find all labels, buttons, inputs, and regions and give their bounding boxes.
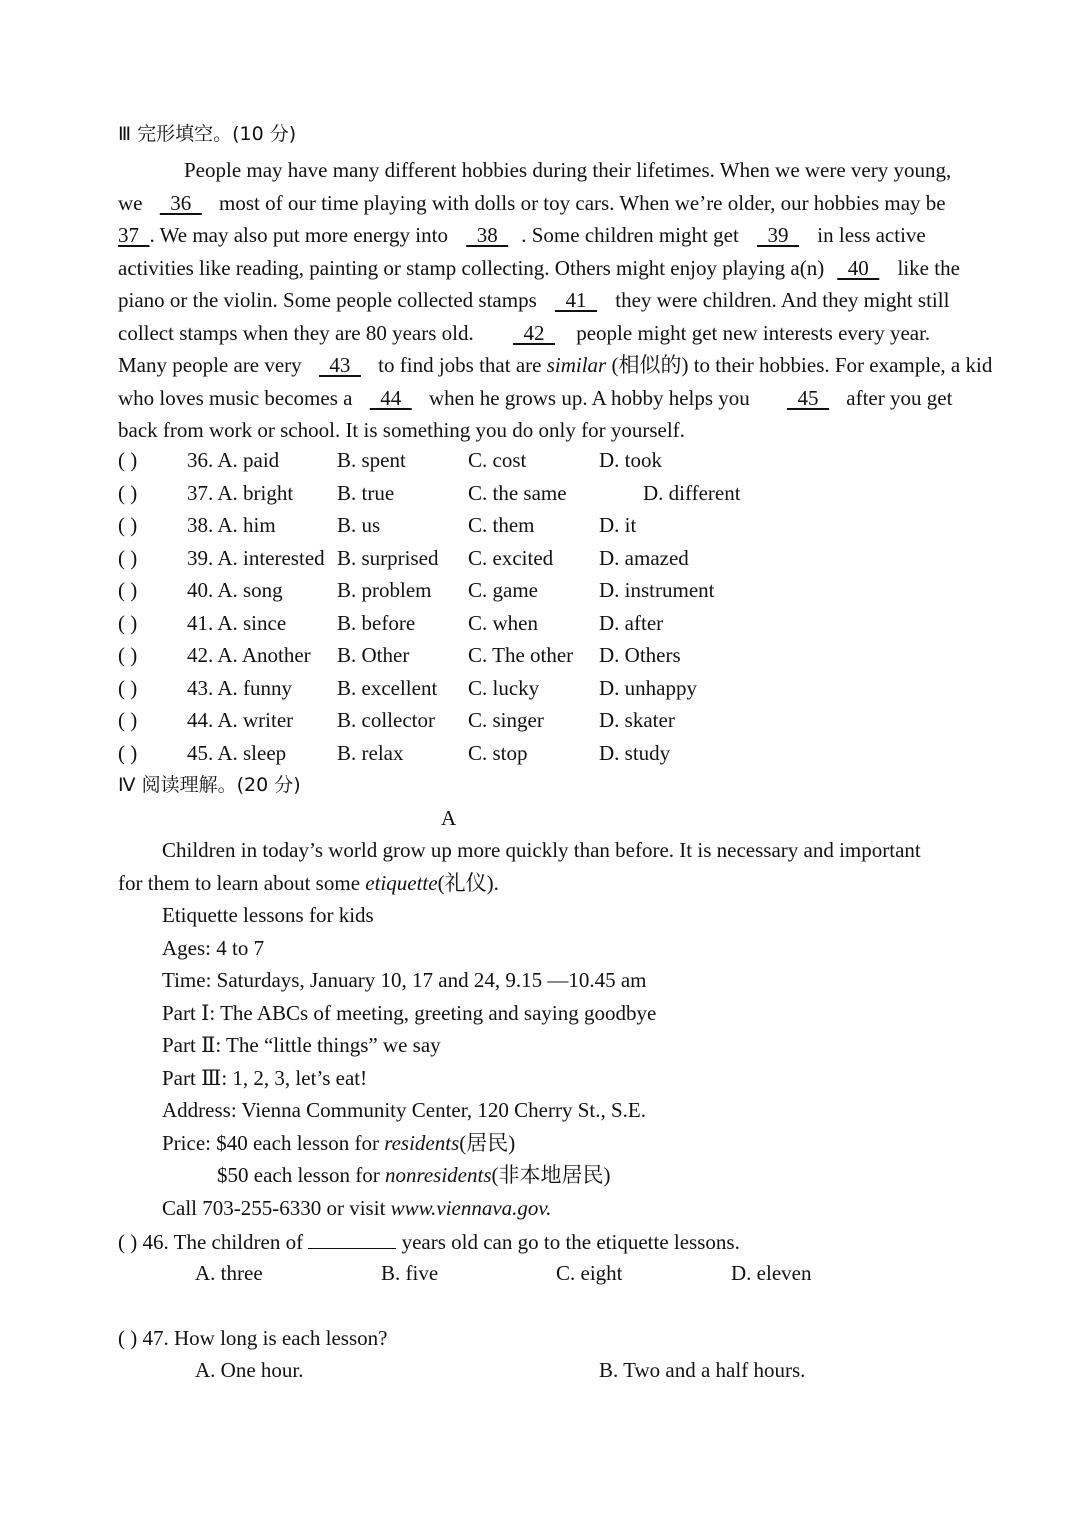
passage-text: for them to learn about some: [118, 871, 366, 895]
passage-text: piano or the violin. Some people collected stamps: [118, 288, 542, 312]
ad-price-residents: [162, 1131, 515, 1155]
italic-word: nonresidents: [384, 1163, 492, 1187]
option-a: 41. A. since: [187, 610, 287, 635]
answer-paren: ( ): [118, 643, 138, 667]
passage-text: . We may also put more energy into: [149, 223, 454, 247]
ad-contact: [162, 1196, 551, 1220]
option-d: D. study: [599, 740, 671, 765]
passage-text: we: [118, 190, 148, 215]
passage-text: (相似的) to their hobbies. For example, a kid: [606, 353, 993, 377]
ad-part-3: Part Ⅲ: 1, 2, 3, let’s eat!: [162, 1066, 368, 1090]
option-a: 43. A. funny: [187, 675, 292, 700]
option-b: B. collector: [337, 708, 435, 732]
reading-intro-line-2: [118, 871, 499, 895]
passage-line-7: [118, 349, 993, 382]
passage-line-9: [118, 414, 969, 447]
section-3-title: Ⅲ 完形填空。(10 分): [118, 123, 297, 145]
option-b: B. before: [337, 610, 416, 635]
option-a: 36. A. paid: [187, 448, 280, 472]
blank-45: 45: [787, 385, 830, 410]
option-a: 39. A. interested: [187, 545, 325, 570]
answer-paren: ( ): [118, 545, 138, 570]
italic-word: residents: [384, 1131, 460, 1155]
blank-41: 41: [555, 288, 597, 312]
option-a: 45. A. sleep: [187, 740, 287, 765]
passage-text: to find jobs that are: [372, 353, 547, 377]
cloze-passage: [118, 154, 993, 447]
question-46-stem: [118, 1228, 740, 1254]
option-d: D. Others: [599, 643, 681, 667]
answer-paren: ( ): [118, 1326, 138, 1350]
option-b: B. true: [337, 480, 395, 505]
blank-42: 42: [512, 320, 555, 345]
passage-text: . Some children might get: [521, 223, 745, 247]
passage-text: collect stamps when they are 80 years old.: [118, 320, 479, 345]
ad-title: Etiquette lessons for kids: [162, 903, 374, 927]
option-a: 42. A. Another: [187, 643, 311, 667]
passage-line-2: [118, 187, 969, 220]
blank-43: 43: [318, 353, 361, 377]
passage-text: in less active: [812, 223, 926, 247]
answer-paren: ( ): [118, 675, 138, 700]
ad-time: Time: Saturdays, January 10, 17 and 24, 9.15 —10.45 am: [162, 968, 647, 992]
option-d: D. unhappy: [599, 675, 697, 700]
answer-paren: ( ): [118, 578, 138, 602]
option-d: D. amazed: [599, 545, 689, 570]
blank-38: 38: [466, 223, 509, 247]
ad-address: Address: Vienna Community Center, 120 Cherry St., S.E.: [162, 1098, 646, 1122]
passage-text: after you get: [841, 385, 953, 410]
answer-paren: ( ): [118, 448, 138, 472]
blank-36: 36: [159, 190, 202, 215]
ad-part-1: Part Ⅰ: The ABCs of meeting, greeting and saying goodbye: [162, 1001, 657, 1025]
q46-option-c: C. eight: [556, 1261, 623, 1285]
question-text: 47. How long is each lesson?: [142, 1326, 388, 1350]
option-b: B. spent: [337, 448, 406, 472]
option-c: C. when: [468, 610, 538, 635]
passage-text: back from work or school. It is something you do only for yourself.: [118, 418, 685, 442]
option-c: C. lucky: [468, 675, 540, 700]
reading-intro-line-1: Children in today’s world grow up more quickly than before. It is necessary and important: [162, 838, 921, 862]
q46-option-b: B. five: [381, 1261, 439, 1285]
q46-option-a: A. three: [195, 1261, 263, 1285]
answer-paren: ( ): [118, 480, 138, 505]
passage-text: activities like reading, painting or stamp collecting. Others might enjoy playing a(n): [118, 255, 825, 280]
option-c: C. stop: [468, 740, 528, 765]
option-c: C. The other: [468, 643, 574, 667]
option-c: C. singer: [468, 708, 544, 732]
option-b: B. us: [337, 513, 381, 537]
option-a: 40. A. song: [187, 578, 283, 602]
ad-price-nonresidents: [217, 1163, 611, 1187]
answer-paren: ( ): [118, 610, 138, 635]
section-4-title: Ⅳ 阅读理解。(20 分): [118, 774, 301, 796]
option-c: C. them: [468, 513, 535, 537]
blank-40: 40: [837, 255, 880, 280]
option-b: B. problem: [337, 578, 432, 602]
question-text: 46. The children of: [142, 1230, 309, 1254]
option-b: B. relax: [337, 740, 404, 765]
q46-option-d: D. eleven: [731, 1261, 812, 1285]
blank-39: 39: [757, 223, 800, 247]
option-a: 37. A. bright: [187, 480, 294, 505]
passage-text: when he grows up. A hobby helps you: [423, 385, 756, 410]
ad-part-2: Part Ⅱ: The “little things” we say: [162, 1033, 441, 1057]
q47-option-b: B. Two and a half hours.: [599, 1358, 806, 1382]
question-text: years old can go to the etiquette lessons.: [396, 1230, 740, 1254]
price-text: $50 each lesson for: [217, 1163, 385, 1187]
passage-label: A: [441, 806, 457, 830]
passage-text: who loves music becomes a: [118, 385, 358, 410]
option-a: 44. A. writer: [187, 708, 294, 732]
passage-text: people might get new interests every year.: [570, 320, 931, 345]
option-d: D. instrument: [599, 578, 715, 602]
ad-ages: Ages: 4 to 7: [162, 936, 265, 960]
website-link: www.viennava.gov.: [390, 1196, 552, 1220]
price-text: (居民): [459, 1131, 516, 1155]
answer-blank: [308, 1228, 396, 1249]
answer-paren: ( ): [118, 513, 138, 537]
blank-44: 44: [369, 385, 412, 410]
italic-word: similar: [546, 353, 607, 377]
blank-37: 37: [118, 223, 150, 247]
option-d: D. it: [599, 513, 637, 537]
answer-paren: ( ): [118, 740, 138, 765]
passage-text: (礼仪).: [437, 871, 499, 895]
passage-text: most of our time playing with dolls or toy cars. When we’re older, our hobbies may be: [213, 190, 946, 215]
passage-line-5: [118, 284, 969, 317]
option-d: D. different: [643, 480, 741, 505]
passage-line-3: [118, 219, 969, 252]
option-c: C. game: [468, 578, 538, 602]
option-b: B. excellent: [337, 675, 438, 700]
answer-paren: ( ): [118, 1230, 138, 1254]
option-b: B. surprised: [337, 545, 439, 570]
passage-text: Many people are very: [118, 353, 307, 377]
option-d: D. after: [599, 610, 664, 635]
price-text: (非本地居民): [491, 1163, 611, 1187]
price-text: Price: $40 each lesson for: [162, 1131, 385, 1155]
contact-text: Call 703-255-6330 or visit: [162, 1196, 391, 1220]
question-47-stem: [118, 1326, 387, 1350]
passage-text: People may have many different hobbies during their lifetimes. When we were very young,: [184, 158, 952, 182]
option-d: D. took: [599, 448, 662, 472]
option-d: D. skater: [599, 708, 675, 732]
passage-text: they were children. And they might still: [610, 288, 950, 312]
option-c: C. cost: [468, 448, 527, 472]
option-a: 38. A. him: [187, 513, 276, 537]
passage-line-4: [118, 252, 969, 285]
option-c: C. the same: [468, 480, 567, 505]
italic-word: etiquette: [365, 871, 438, 895]
passage-line-1: [118, 154, 969, 187]
passage-text: like the: [892, 255, 960, 280]
option-c: C. excited: [468, 545, 554, 570]
passage-line-8: [118, 382, 969, 415]
answer-paren: ( ): [118, 708, 138, 732]
passage-line-6: [118, 317, 969, 350]
option-b: B. Other: [337, 643, 410, 667]
q47-option-a: A. One hour.: [195, 1358, 304, 1382]
